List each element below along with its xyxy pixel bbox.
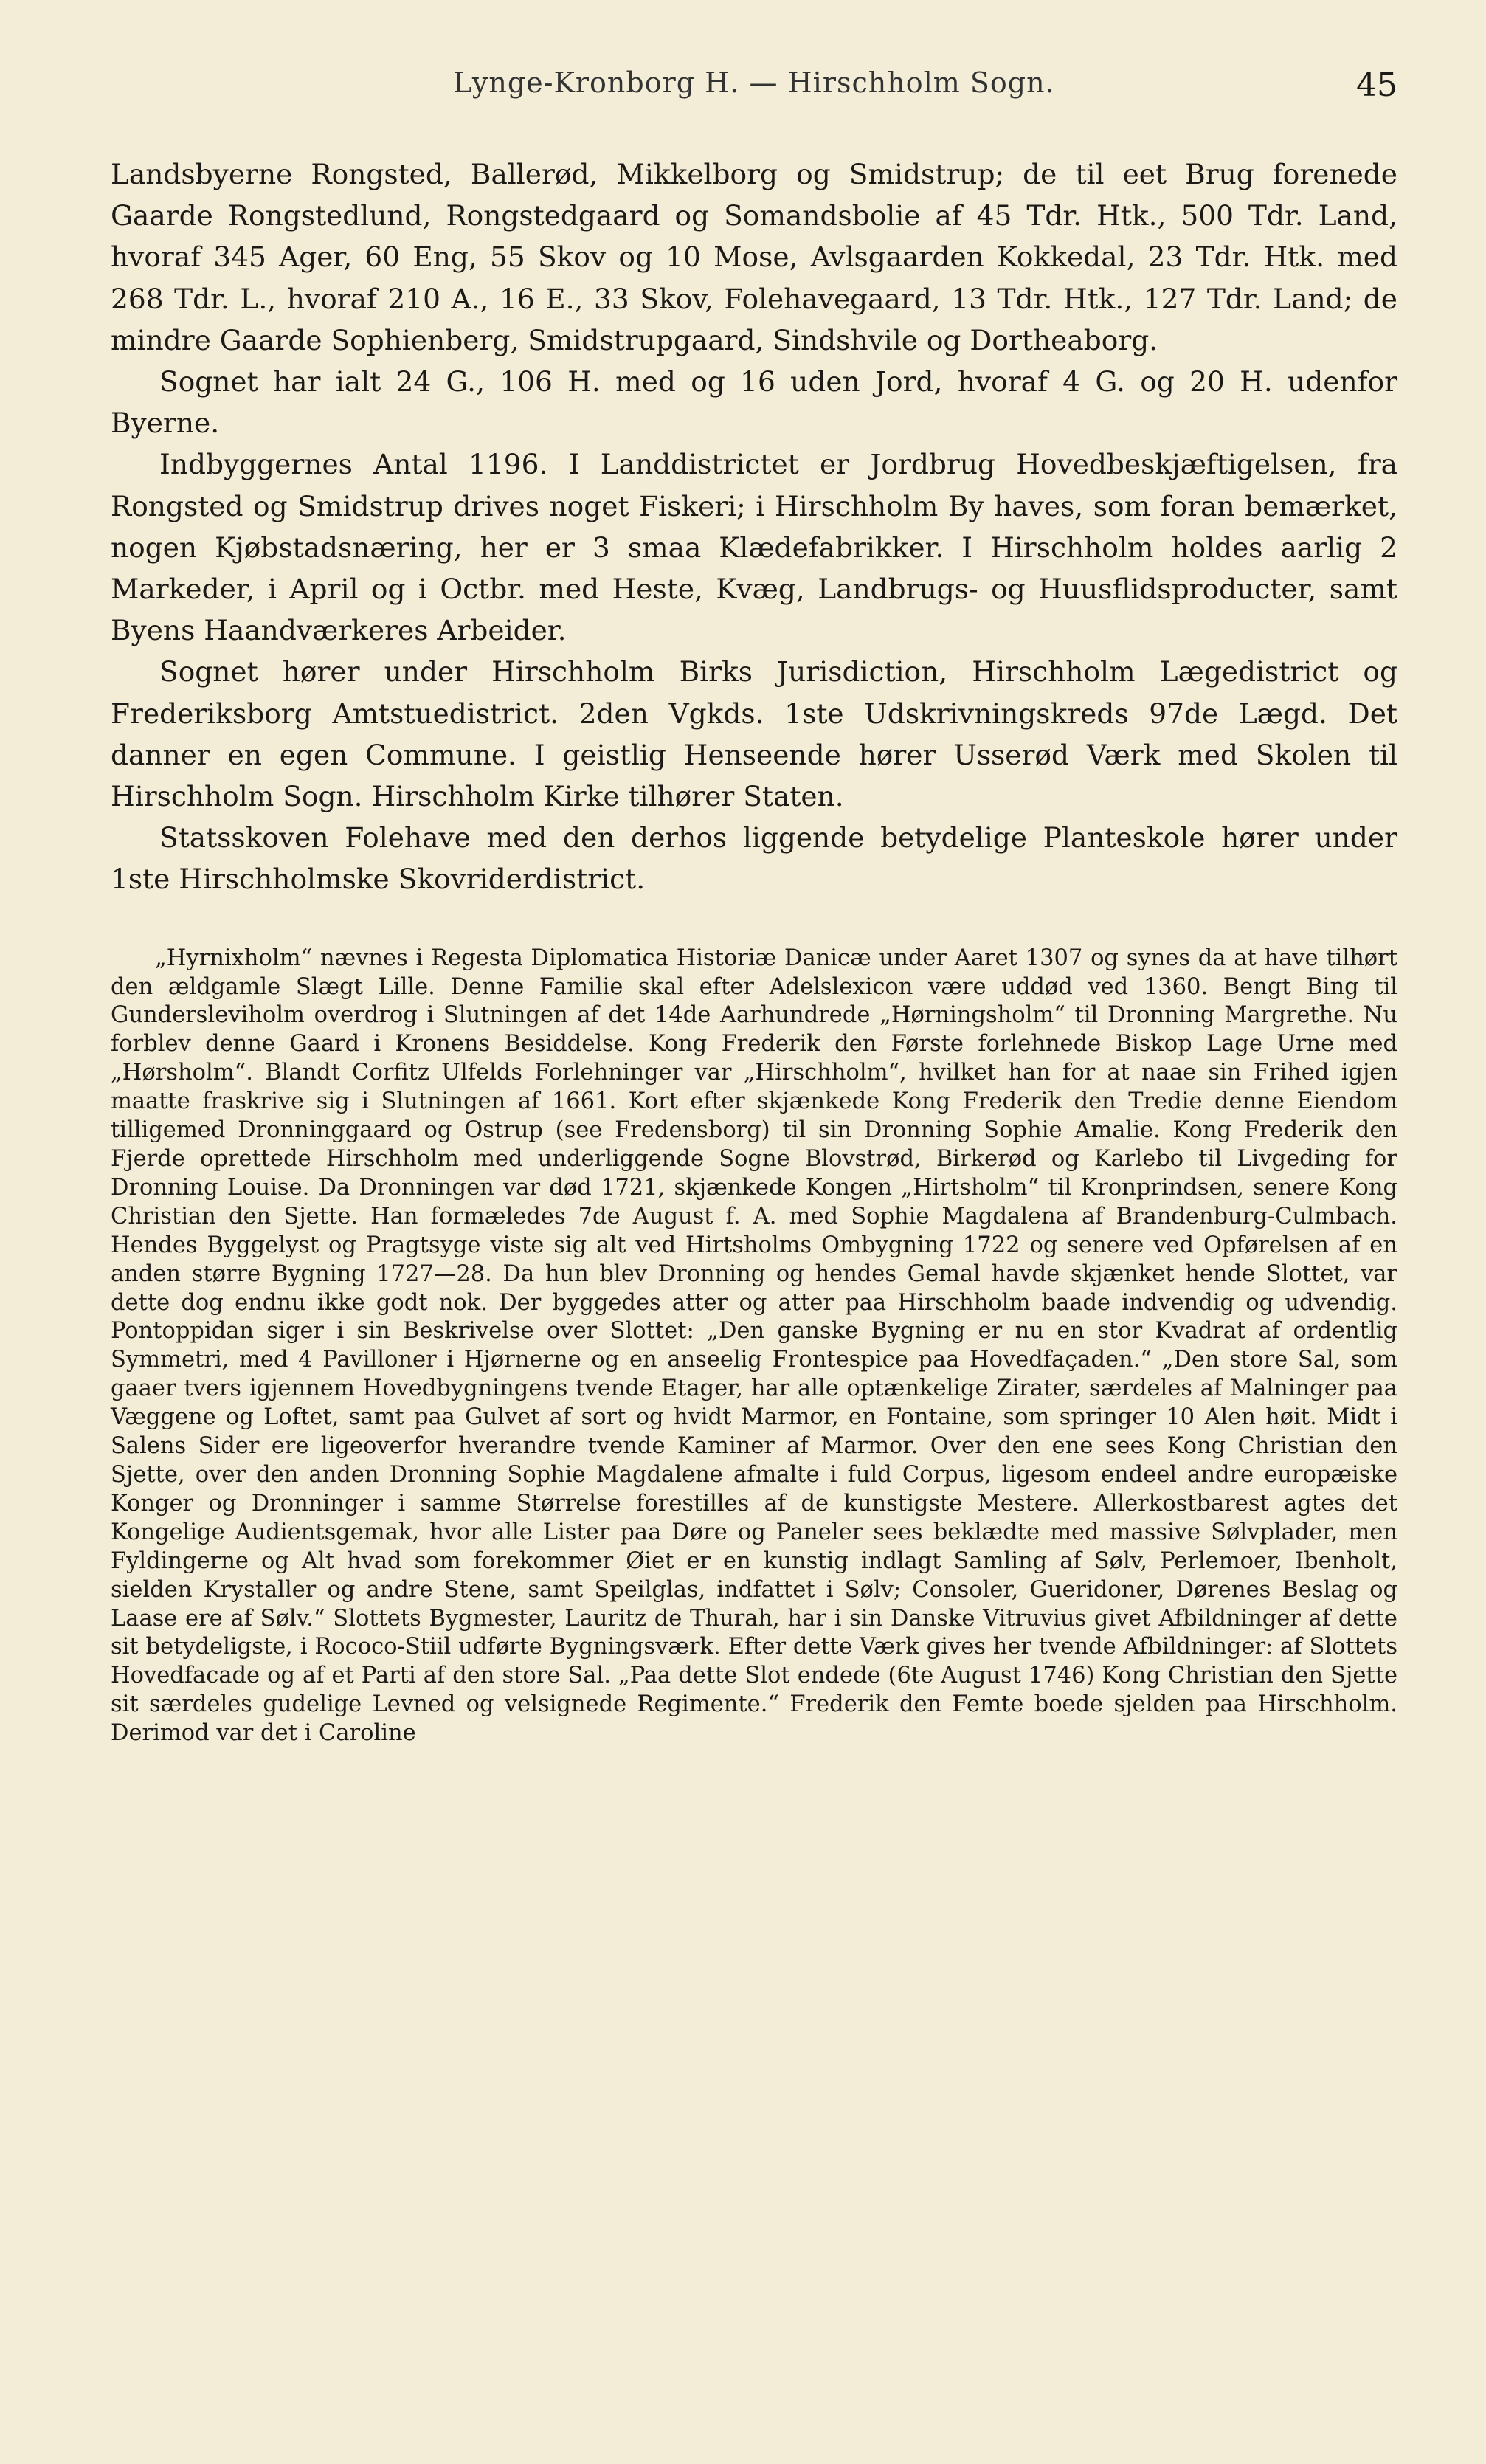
paragraph: Sognet hører under Hirschholm Birks Jurisdiction, Hirschholm Lægedistrict og Frederiksborg Amtstuedistrict. 2den Vgkds. 1ste Udskrivningskreds 97de Lægd. Det danner en egen Commune. I geistlig Henseende hører Usserød Værk med Skolen til Hirschholm Sogn. Hirschholm Kirke tilhører Staten. <box>111 655 1397 813</box>
paragraph: Indbyggernes Antal 1196. I Landdistrictet er Jordbrug Hovedbeskjæftigelsen, fra Rongsted og Smidstrup drives noget Fiskeri; i Hirschholm By haves, som foran bemærket, nogen Kjøbstadsnæring, her er 3 smaa Klædefabrikker. I Hirschholm holdes aarlig 2 Markeder, i April og i Octbr. med Heste, Kvæg, Landbrugs- og Huusflidsproducter, samt Byens Haandværkeres Arbeider. <box>111 448 1397 647</box>
paragraph: Landsbyerne Rongsted, Ballerød, Mikkelborg og Smidstrup; de til eet Brug forenede Gaarde Rongstedlund, Rongstedgaard og Somandsbolie af 45 Tdr. Htk., 500 Tdr. Land, hvoraf 345 Ager, 60 Eng, 55 Skov og 10 Mose, Avlsgaarden Kokkedal, 23 Tdr. Htk. med 268 Tdr. L., hvoraf 210 A., 16 E., 33 Skov, Folehavegaard, 13 Tdr. Htk., 127 Tdr. Land; de mindre Gaarde Sophienberg, Smidstrupgaard, Sindshvile og Dortheaborg. <box>111 158 1397 356</box>
main-text <box>111 153 1397 900</box>
footnote <box>111 945 1397 1748</box>
paragraph: Statsskoven Folehave med den derhos liggende betydelige Planteskole hører under 1ste Hirschholmske Skovriderdistrict. <box>111 821 1397 896</box>
running-head: Lynge-Kronborg H. — Hirschholm Sogn. <box>453 66 1055 99</box>
paragraph: Sognet har ialt 24 G., 106 H. med og 16 uden Jord, hvoraf 4 G. og 20 H. udenfor Byerne. <box>111 365 1397 440</box>
page-number: 45 <box>1356 66 1397 104</box>
footnote-text: „Hyrnixholm“ nævnes i Regesta Diplomatica Historiæ Danicæ under Aaret 1307 og synes da at have tilhørt den ældgamle Slægt Lille. Denne Familie skal efter Adelslexicon være uddød ved 1360. Bengt Bing til Gundersleviholm overdrog i Slutningen af det 14de Aarhundrede „Hørningsholm“ til Dronning Margrethe. Nu forblev denne Gaard i Kronens Besiddelse. Kong Frederik den Første forlehnede Biskop Lage Urne med „Hørsholm“. Blandt Corfitz Ulfelds Forlehninger var „Hirschholm“, hvilket han for at naae sin Frihed igjen maatte fraskrive sig i Slutningen af 1661. Kort efter skjænkede Kong Frederik den Tredie denne Eiendom tilligemed Dronninggaard og Ostrup (see Fredensborg) til sin Dronning Sophie Amalie. Kong Frederik den Fjerde oprettede Hirschholm med underliggende Sogne Blovstrød, Birkerød og Karlebo til Livgeding for Dronning Louise. Da Dronningen var død 1721, skjænkede Kongen „Hirtsholm“ til Kronprindsen, senere Kong Christian den Sjette. Han formæledes 7de August f. A. med Sophie Magdalena af Brandenburg-Culmbach. Hendes Byggelyst og Pragtsyge viste sig alt ved Hirtsholms Ombygning 1722 og senere ved Opførelsen af en anden større Bygning 1727—28. Da hun blev Dronning og hendes Gemal havde skjænket hende Slottet, var dette dog endnu ikke godt nok. Der byggedes atter og atter paa Hirschholm baade indvendig og udvendig. Pontoppidan siger i sin Beskrivelse over Slottet: „Den ganske Bygning er nu en stor Kvadrat af ordentlig Symmetri, med 4 Pavilloner i Hjørnerne og en anseelig Frontespice paa Hovedfaçaden.“ „Den store Sal, som gaaer tvers igjennem Hovedbygningens tvende Etager, har alle optænkelige Zirater, særdeles af Malninger paa Væggene og Loftet, samt paa Gulvet af sort og hvidt Marmor, en Fontaine, som springer 10 Alen høit. Midt i Salens Sider ere ligeoverfor hverandre tvende Kaminer af Marmor. Over den ene sees Kong Christian den Sjette, over den anden Dronning Sophie Magdalene afmalte i fuld Corpus, ligesom endeel andre europæiske Konger og Dronninger i samme Størrelse forestilles af de kunstigste Mestere. Allerkostbarest agtes det Kongelige Audientsgemak, hvor alle Lister paa Døre og Paneler sees beklædte med massive Sølvplader, men Fyldingerne og Alt hvad som forekommer Øiet er en kunstig indlagt Samling af Sølv, Perlemoer, Ibenholt, sielden Krystaller og andre Stene, samt Speilglas, indfattet i Sølv; Consoler, Gueridoner, Dørenes Beslag og Laase ere af Sølv.“ Slottets Bygmester, Lauritz de Thurah, har i sin Danske Vitruvius givet Afbildninger af dette sit betydeligste, i Rococo-Stiil udførte Bygningsværk. Efter dette Værk gives her tvende Afbildninger: af Slottets Hovedfacade og af et Parti af den store Sal. „Paa dette Slot endede (6te August 1746) Kong Christian den Sjette sit særdeles gudelige Levned og velsignede Regimente.“ Frederik den Femte boede sjelden paa Hirschholm. Derimod var det i Caroline <box>111 945 1397 1747</box>
page-header <box>111 66 1397 111</box>
